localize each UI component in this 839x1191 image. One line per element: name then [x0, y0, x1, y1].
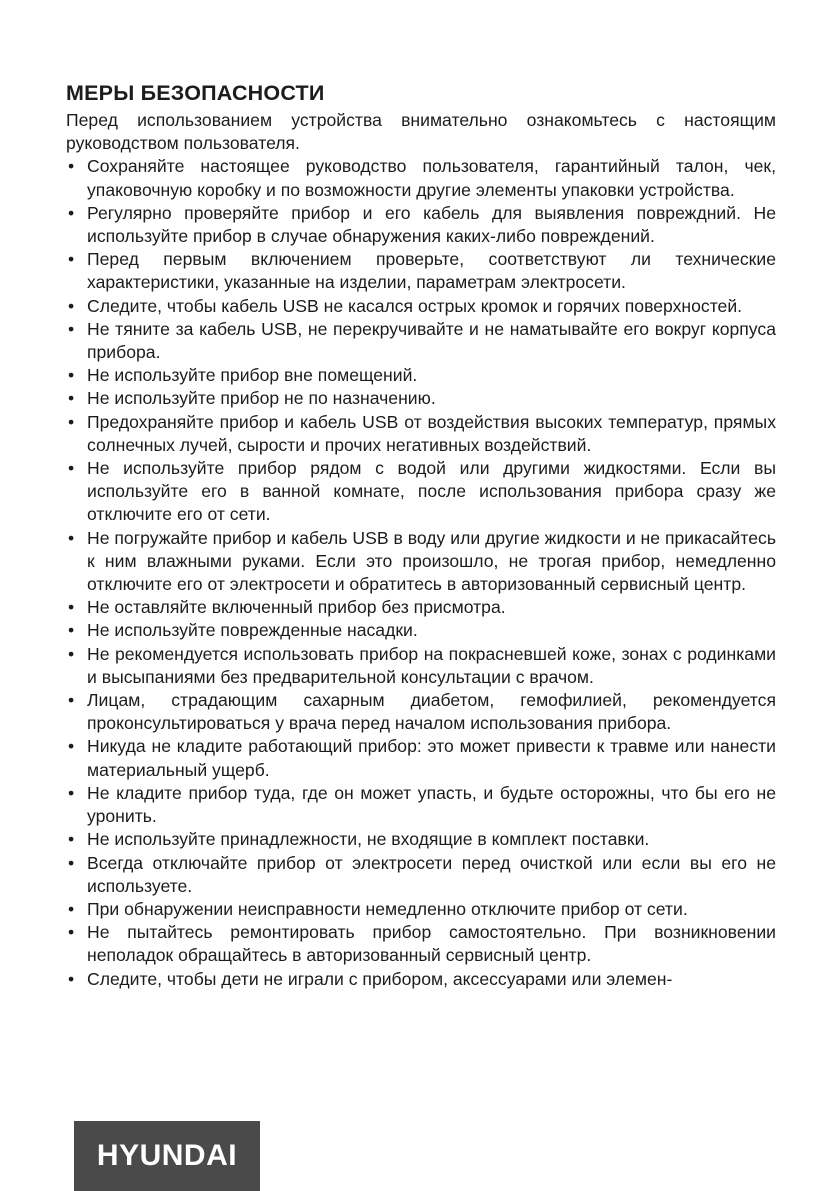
safety-rules-list [66, 155, 776, 990]
bullet-icon: • [68, 852, 75, 873]
list-item-text: Не кладите прибор туда, где он может упасть, и будьте осторожны, что бы его не уронить. [87, 782, 776, 827]
list-item [66, 828, 776, 851]
intro-paragraph: Перед использованием устройства внимательно ознакомьтесь с настоящим руководством пользователя. [66, 110, 776, 154]
list-item-text: Не пытайтесь ремонтировать прибор самостоятельно. При возникновении неполадок обращайтесь в авторизованный сервисный центр. [87, 922, 776, 966]
bullet-icon: • [68, 968, 75, 989]
list-item-text: Не используйте прибор не по назначению. [87, 388, 436, 409]
list-item-text: Всегда отключайте прибор от электросети перед очисткой или если вы его не используете. [87, 852, 776, 896]
list-item [66, 596, 776, 619]
list-item [66, 619, 776, 642]
list-item-text: Никуда не кладите работающий прибор: это может привести к травме или нанести материальный ущерб. [87, 736, 776, 780]
bullet-icon: • [68, 318, 75, 339]
list-item-text: Не используйте прибор вне помещений. [87, 365, 418, 386]
brand-logo [74, 1121, 260, 1191]
list-item [66, 387, 776, 410]
bullet-icon: • [68, 156, 75, 177]
list-item [66, 202, 776, 248]
list-item-text: Следите, чтобы дети не играли с прибором, аксессуарами или элемен- [87, 968, 673, 989]
list-item-text: Не оставляйте включенный прибор без присмотра. [87, 597, 506, 618]
bullet-icon: • [68, 411, 75, 432]
list-item [66, 155, 776, 201]
list-item [66, 643, 776, 689]
bullet-icon: • [68, 249, 75, 270]
list-item-text: Сохраняйте настоящее руководство пользователя, гарантийный талон, чек, упаковочную коробку и по возможности другие элементы упаковки устройства. [87, 156, 776, 200]
list-item [66, 898, 776, 921]
bullet-icon: • [68, 736, 75, 757]
bullet-icon: • [68, 202, 75, 223]
list-item [66, 364, 776, 387]
bullet-icon: • [68, 782, 75, 803]
list-item [66, 318, 776, 364]
list-item [66, 295, 776, 318]
list-item [66, 527, 776, 597]
list-item-text: Не используйте поврежденные насадки. [87, 620, 418, 641]
safety-section [66, 80, 776, 991]
list-item-text: Не погружайте прибор и кабель USB в воду или другие жидкости и не прикасайтесь к ним влажными руками. Если это произошло, не трогая прибор, немедленно отключите его от электросети и обратитесь в авторизованный сервисный центр. [87, 527, 776, 595]
list-item [66, 921, 776, 967]
list-item [66, 689, 776, 735]
list-item-text: При обнаружении неисправности немедленно отключите прибор от сети. [87, 898, 688, 919]
list-item-text: Регулярно проверяйте прибор и его кабель для выявления повреждний. Не используйте прибор в случае обнаружения каких-либо повреждений. [87, 202, 776, 247]
list-item-text: Не используйте принадлежности, не входящие в комплект поставки. [87, 829, 650, 850]
bullet-icon: • [68, 458, 75, 479]
list-item [66, 248, 776, 294]
bullet-icon: • [68, 690, 75, 711]
list-item-text: Предохраняйте прибор и кабель USB от воздействия высоких температур, прямых солнечных лучей, сырости и прочих негативных воздействий. [87, 411, 776, 455]
bullet-icon: • [68, 922, 75, 943]
list-item [66, 968, 776, 991]
list-item-text: Лицам, страдающим сахарным диабетом, гемофилией, рекомендуется проконсультироваться у врача перед началом использования прибора. [87, 690, 776, 734]
bullet-icon: • [68, 597, 75, 618]
bullet-icon: • [68, 643, 75, 664]
list-item [66, 457, 776, 527]
bullet-icon: • [68, 527, 75, 548]
bullet-icon: • [68, 388, 75, 409]
list-item-text: Перед первым включением проверьте, соответствуют ли технические характеристики, указанные на изделии, параметрам электросети. [87, 249, 776, 293]
list-item [66, 411, 776, 457]
bullet-icon: • [68, 365, 75, 386]
bullet-icon: • [68, 295, 75, 316]
list-item-text: Не тяните за кабель USB, не перекручивайте и не наматывайте его вокруг корпуса прибора. [87, 318, 776, 363]
list-item [66, 735, 776, 781]
bullet-icon: • [68, 898, 75, 919]
list-item-text: Не рекомендуется использовать прибор на покрасневшей коже, зонах с родинками и высыпаниями без предварительной консультации с врачом. [87, 643, 776, 687]
list-item [66, 852, 776, 898]
list-item-text: Следите, чтобы кабель USB не касался острых кромок и горячих поверхностей. [87, 295, 743, 316]
section-title: МЕРЫ БЕЗОПАСНОСТИ [66, 81, 325, 105]
list-item [66, 782, 776, 828]
brand-logo-text: HYUNDAI [96, 1139, 238, 1172]
bullet-icon: • [68, 620, 75, 641]
list-item-text: Не используйте прибор рядом с водой или другими жидкостями. Если вы используйте его в ванной комнате, после использования прибора сразу же отключите его от сети. [87, 458, 776, 525]
bullet-icon: • [68, 829, 75, 850]
